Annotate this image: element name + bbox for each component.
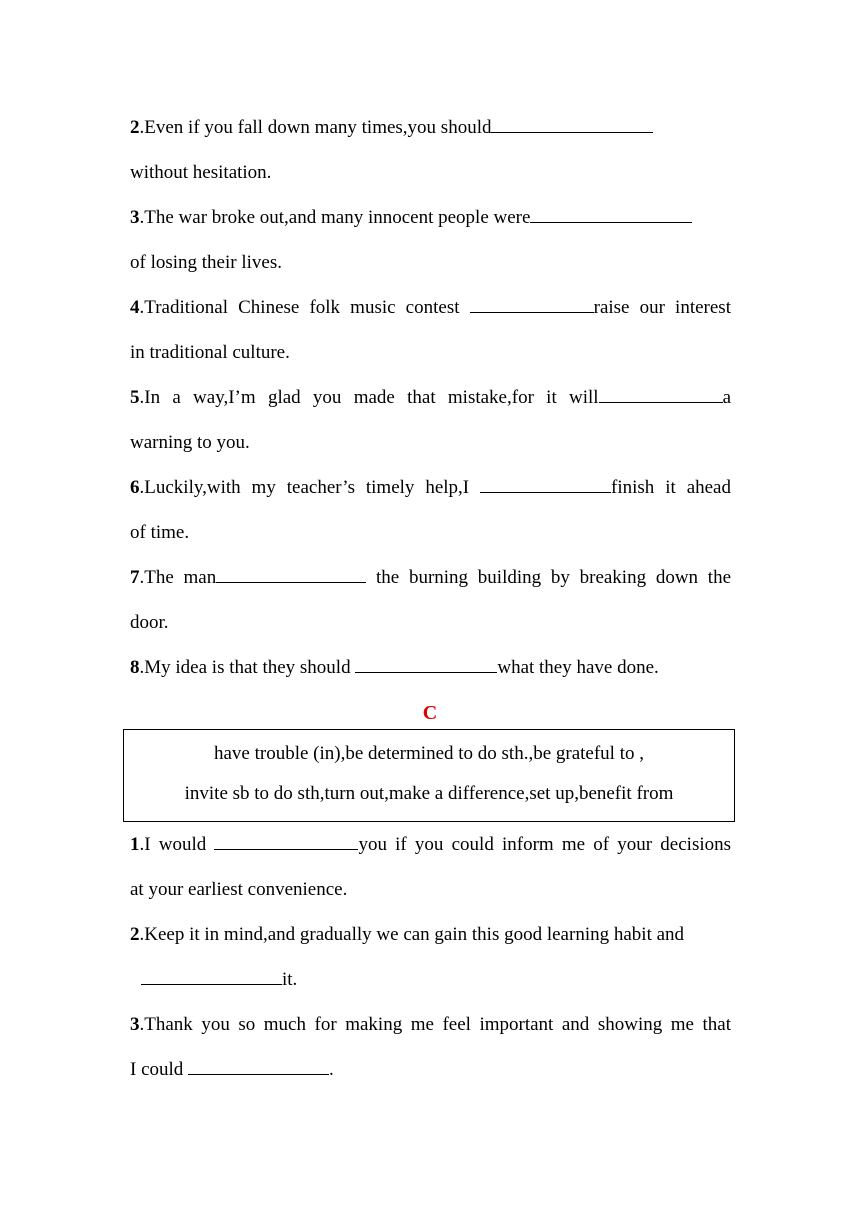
section-c-heading: C xyxy=(422,702,438,724)
question-b5-continuation: warning to you. xyxy=(130,432,250,453)
question-c1: 1.I would you if you could inform me of your decisions xyxy=(130,827,731,872)
answer-blank[interactable] xyxy=(214,827,358,850)
answer-blank[interactable] xyxy=(216,560,366,583)
question-b7: 7.The man the burning building by breaking down the xyxy=(130,560,731,605)
answer-blank[interactable] xyxy=(141,962,282,985)
question-number: 3 xyxy=(130,207,140,228)
exercise-page xyxy=(130,110,731,1097)
question-number: 1 xyxy=(130,834,140,855)
question-b4: 4.Traditional Chinese folk music contest raise our interest xyxy=(130,290,731,335)
phrase-box xyxy=(123,729,735,822)
question-number: 8 xyxy=(130,657,140,678)
question-b2: 2.Even if you fall down many times,you should xyxy=(130,110,731,155)
question-b4-continuation: in traditional culture. xyxy=(130,342,290,363)
question-c2-continuation: it. xyxy=(130,962,731,1007)
question-b6: 6.Luckily,with my teacher’s timely help,I finish it ahead xyxy=(130,470,731,515)
question-number: 4 xyxy=(130,297,140,318)
question-number: 5 xyxy=(130,387,140,408)
question-c2: 2.Keep it in mind,and gradually we can gain this good learning habit and xyxy=(130,924,685,945)
answer-blank[interactable] xyxy=(530,200,692,223)
question-b6-continuation: of time. xyxy=(130,522,190,543)
answer-blank[interactable] xyxy=(470,290,594,313)
question-b5: 5.In a way,I’m glad you made that mistake,for it will a xyxy=(130,380,731,425)
phrase-box-line: invite sb to do sth,turn out,make a difference,set up,benefit from xyxy=(184,783,674,804)
answer-blank[interactable] xyxy=(491,110,653,133)
answer-blank[interactable] xyxy=(188,1052,329,1075)
question-number: 2 xyxy=(130,117,140,138)
question-number: 7 xyxy=(130,567,140,588)
question-number: 6 xyxy=(130,477,140,498)
question-b7-continuation: door. xyxy=(130,612,169,633)
question-b3: 3.The war broke out,and many innocent people were xyxy=(130,200,731,245)
question-number: 3 xyxy=(130,1014,140,1035)
question-number: 2 xyxy=(130,924,140,945)
answer-blank[interactable] xyxy=(480,470,611,493)
answer-blank[interactable] xyxy=(599,380,723,403)
question-b8: 8.My idea is that they should what they have done. xyxy=(130,650,731,695)
question-b2-continuation: without hesitation. xyxy=(130,162,272,183)
answer-blank[interactable] xyxy=(355,650,497,673)
question-c3-continuation: I could . xyxy=(130,1052,731,1097)
question-c1-continuation: at your earliest convenience. xyxy=(130,879,348,900)
question-b3-continuation: of losing their lives. xyxy=(130,252,282,273)
phrase-box-line: have trouble (in),be determined to do sth.,be grateful to , xyxy=(213,743,644,764)
question-c3: 3.Thank you so much for making me feel important and showing me that xyxy=(130,1014,731,1035)
